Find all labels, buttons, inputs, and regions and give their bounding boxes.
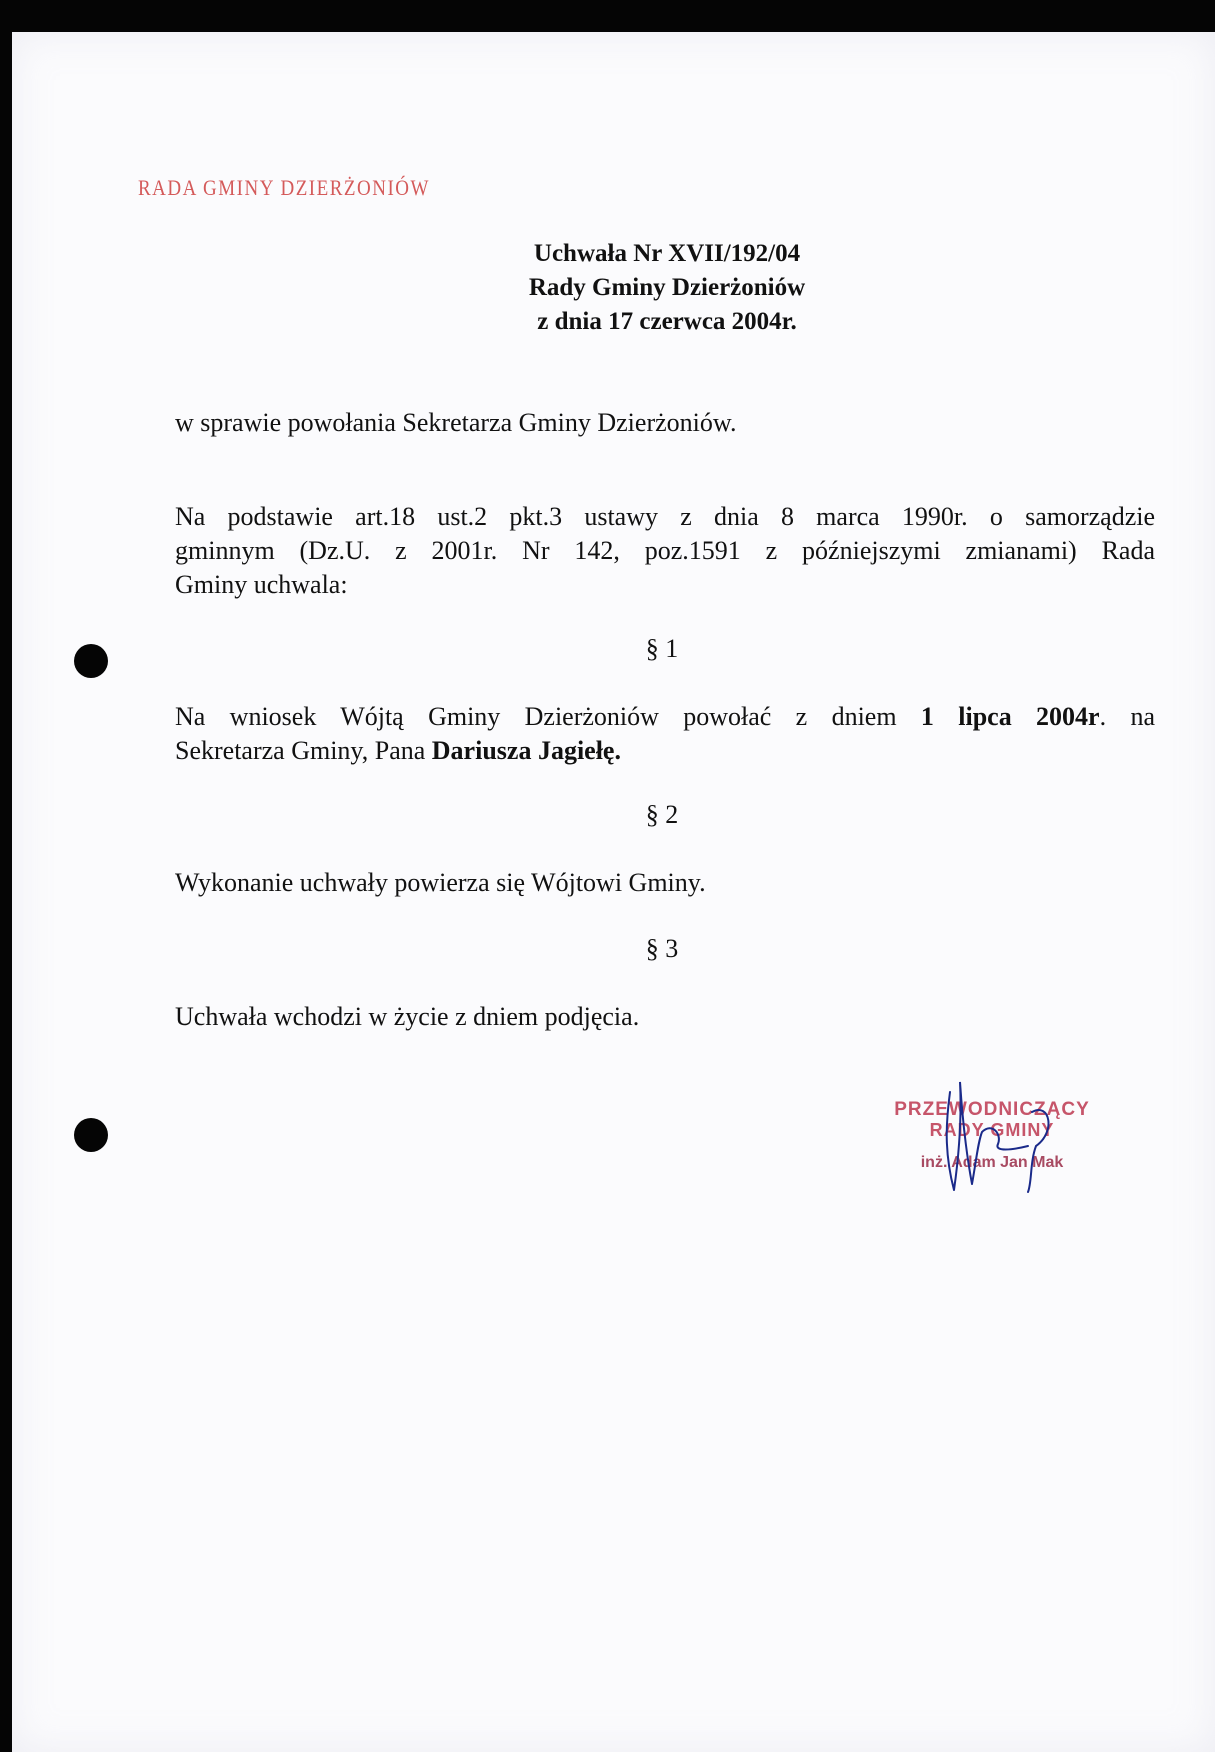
section-1-symbol: § 1	[645, 634, 679, 663]
handwritten-signature	[932, 1072, 1062, 1202]
resolution-subject: w sprawie powołania Sekretarza Gminy Dzierżoniów.	[175, 408, 737, 437]
legal-basis-line-2: gminnym (Dz.U. z 2001r. Nr 142, poz.1591 z późniejszymi zmianami) Rada	[175, 536, 1155, 565]
chairman-stamp-name: inż. Adam Jan Mak	[920, 1154, 1064, 1171]
section-2-text: Wykonanie uchwały powierza się Wójtowi Gminy.	[175, 868, 706, 897]
section-1-line-2	[175, 734, 1155, 768]
legal-basis-line-3: Gminy uchwala:	[175, 570, 348, 599]
document-page	[12, 32, 1215, 1752]
section-3-text: Uchwała wchodzi w życie z dniem podjęcia.	[175, 1002, 640, 1031]
punch-hole-top	[74, 644, 108, 678]
council-header-stamp: RADA GMINY DZIERŻONIÓW	[138, 176, 430, 201]
resolution-date: z dnia 17 czerwca 2004r.	[537, 308, 797, 335]
section-2-symbol: § 2	[645, 800, 679, 829]
chairman-stamp-council: RADY GMINY	[929, 1120, 1055, 1140]
resolution-council: Rady Gminy Dzierżoniów	[528, 274, 806, 301]
section-1-line-1	[175, 700, 1155, 734]
appointee-name: Dariusza Jagiełę.	[431, 736, 621, 765]
appointment-date: 1 lipca 2004r	[920, 702, 1100, 731]
section-3-symbol: § 3	[645, 934, 679, 963]
section-1-text-a: Na wniosek Wójtą Gminy Dzierżoniów powołać z dniem	[175, 702, 921, 731]
legal-basis-line-1: Na podstawie art.18 ust.2 pkt.3 ustawy z dnia 8 marca 1990r. o samorządzie	[175, 502, 1155, 531]
section-1-text-c: Sekretarza Gminy, Pana	[175, 736, 432, 765]
legal-basis	[175, 500, 1155, 602]
section-1-text	[175, 700, 1155, 768]
chairman-stamp-title: PRZEWODNICZĄCY	[894, 1099, 1090, 1120]
resolution-heading	[392, 237, 942, 339]
resolution-number: Uchwała Nr XVII/192/04	[533, 240, 801, 267]
punch-hole-bottom	[74, 1118, 108, 1152]
section-1-text-b: . na	[1099, 702, 1155, 731]
